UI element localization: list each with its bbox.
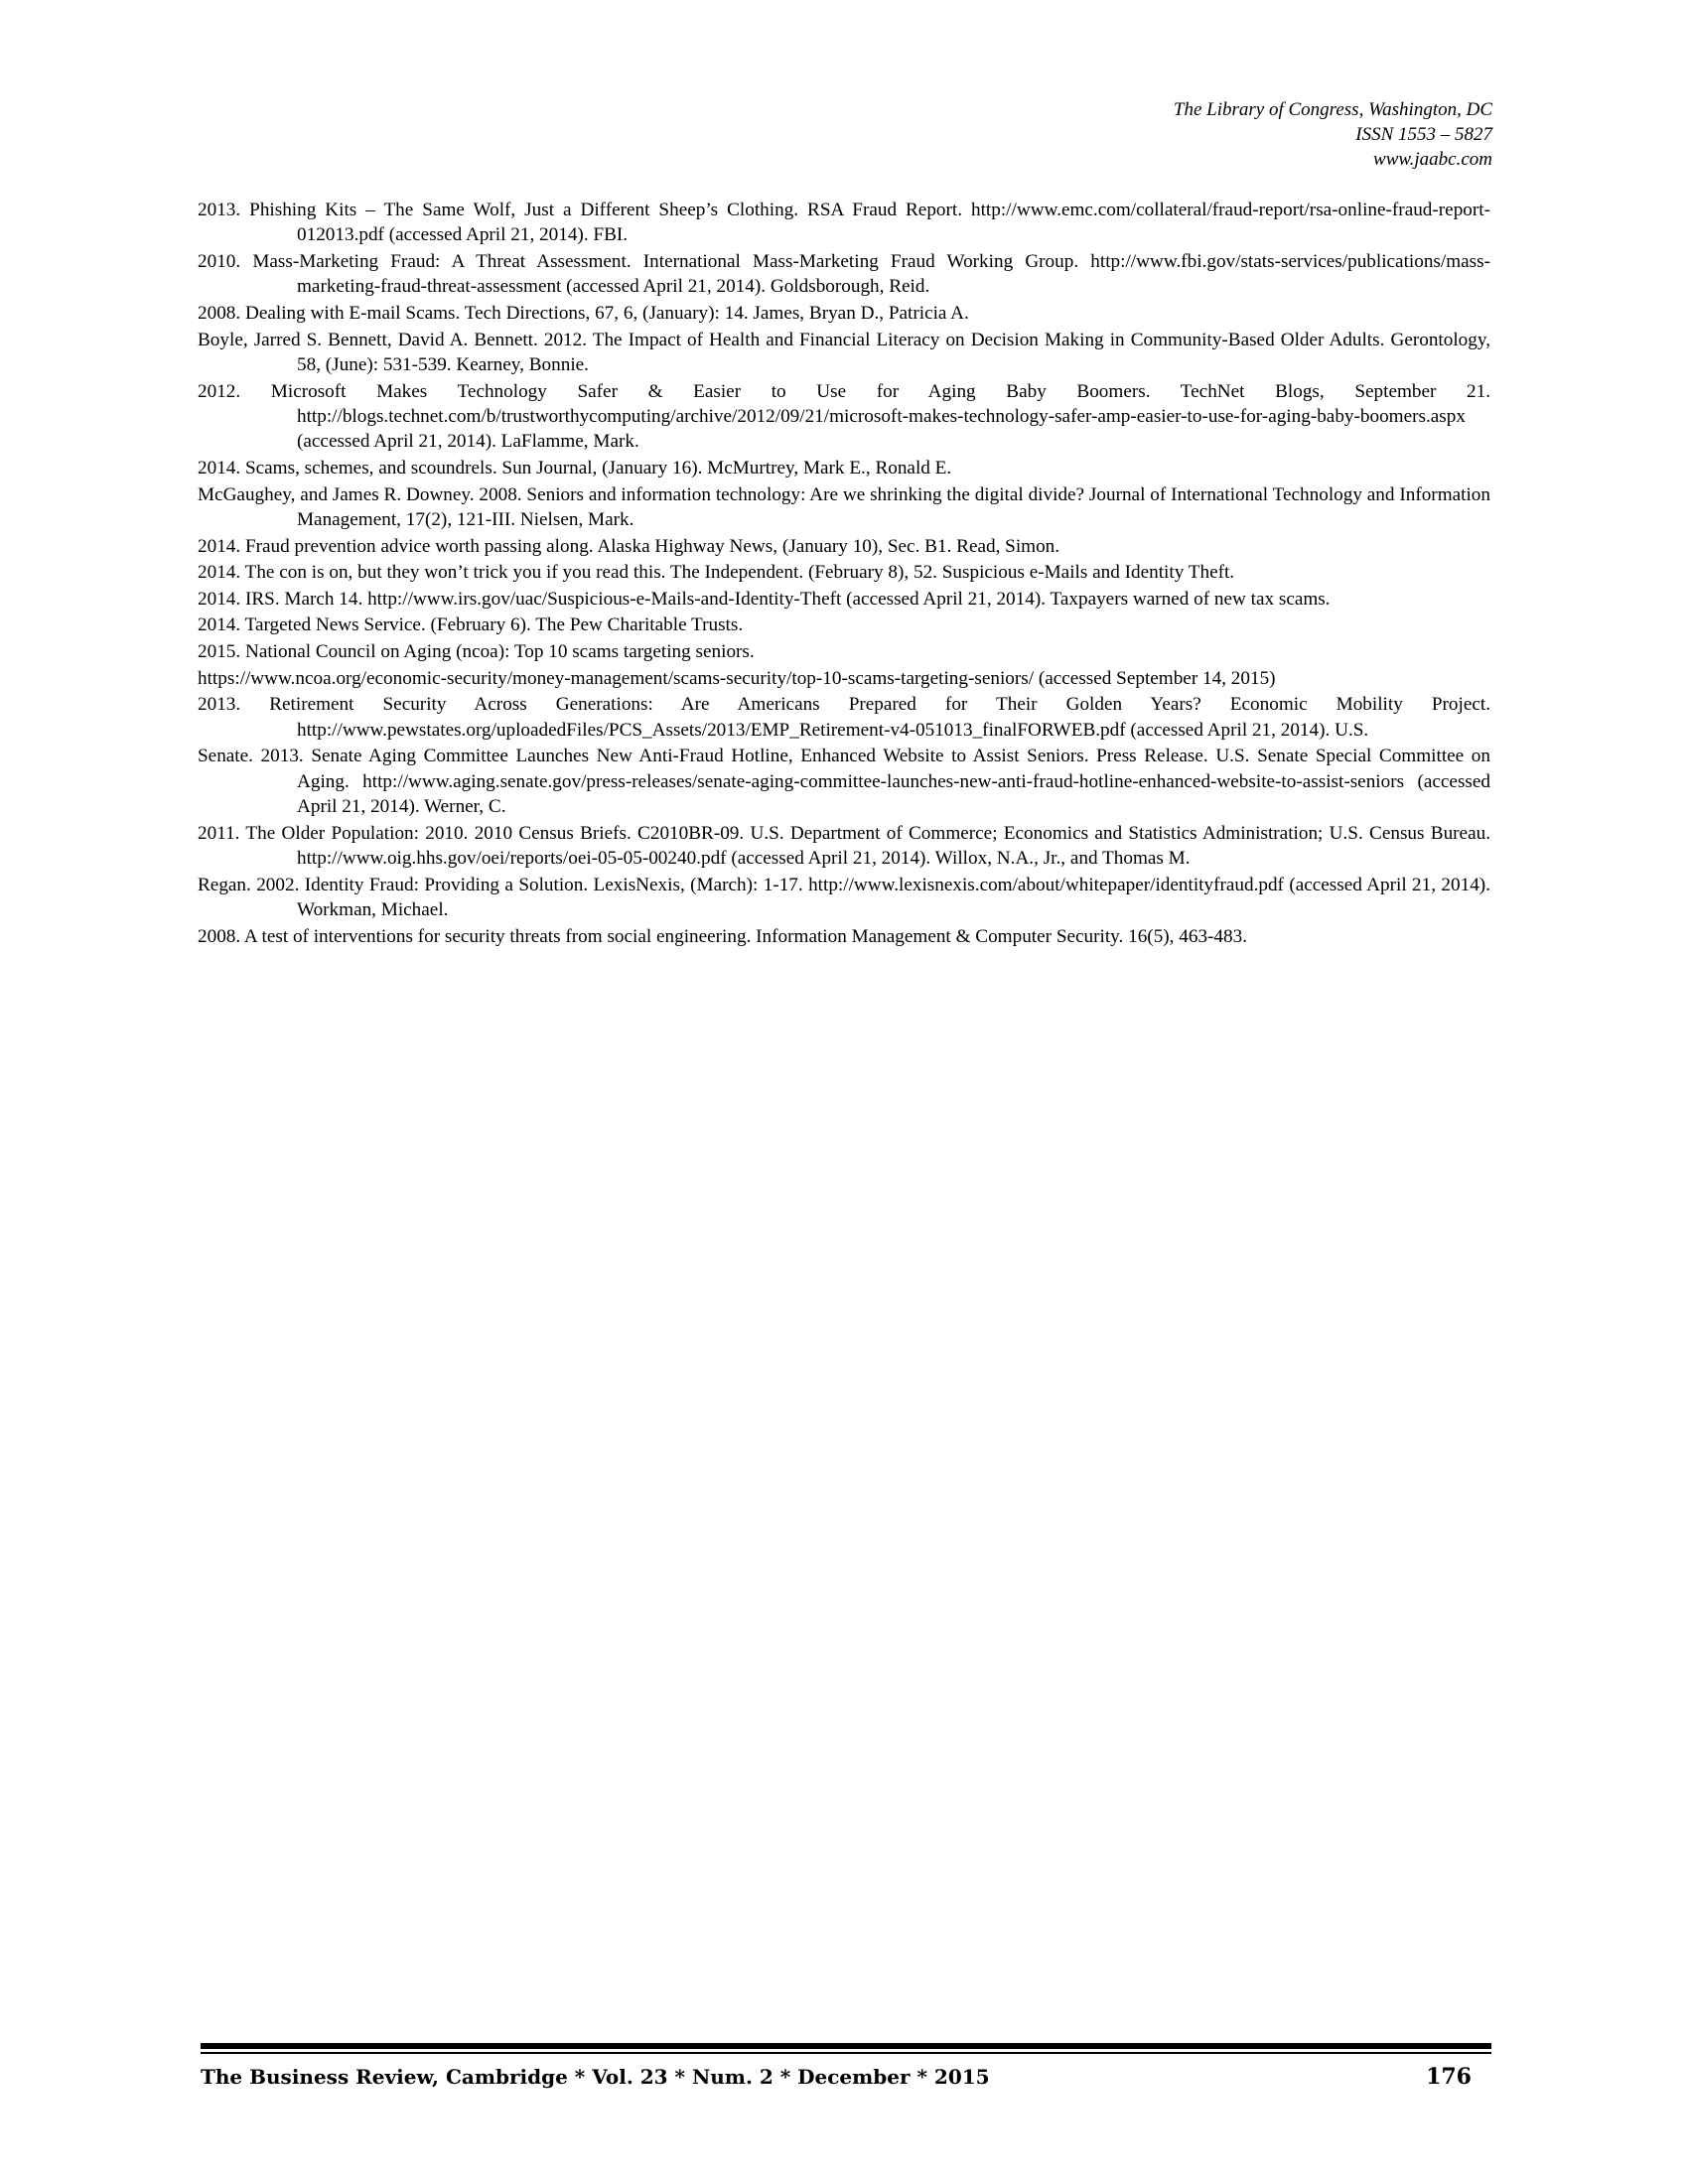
reference-list: [198, 198, 1490, 950]
reference-item: 2008. A test of interventions for security threats from social engineering. Information Management & Computer Security. 16(5), 463-483.: [198, 925, 1248, 947]
footer-divider-thin: [201, 2052, 1491, 2054]
reference-item: 2014. IRS. March 14. http://www.irs.gov/uac/Suspicious-e-Mails-and-Identity-Theft (accessed April 21, 2014). Taxpayers warned of new tax scams.: [198, 588, 1331, 610]
reference-item: McGaughey, and James R. Downey. 2008. Seniors and information technology: Are we shrinking the digital divide? Journal of International Technology and Information Management, 17(2), 121-III. Nielsen, Mark.: [198, 483, 1490, 530]
reference-item: 2014. Fraud prevention advice worth passing along. Alaska Highway News, (January 10), Sec. B1. Read, Simon.: [198, 535, 1060, 557]
reference-item: https://www.ncoa.org/economic-security/money-management/scams-security/top-10-scams-targeting-seniors/ (accessed September 14, 2015): [198, 667, 1276, 689]
reference-item: 2011. The Older Population: 2010. 2010 Census Briefs. C2010BR-09. U.S. Department of Commerce; Economics and Statistics Administration; U.S. Census Bureau. http://www.oig.hhs.gov/oei/reports/oei-05-05-00240.pdf (accessed April 21, 2014). Willox, N.A., Jr., and Thomas M.: [198, 822, 1490, 869]
reference-item: 2012. Microsoft Makes Technology Safer & Easier to Use for Aging Baby Boomers. TechNet Blogs, September 21. http://blogs.technet.com/b/trustworthycomputing/archive/2012/09/21/microsoft-makes-technology-safer-amp-easier-to-use-for-aging-baby-boomers.aspx (accessed April 21, 2014). LaFlamme, Mark.: [198, 380, 1490, 453]
reference-item: 2014. Targeted News Service. (February 6). The Pew Charitable Trusts.: [198, 614, 744, 636]
reference-item: 2014. Scams, schemes, and scoundrels. Sun Journal, (January 16). McMurtrey, Mark E., Ronald E.: [198, 458, 952, 478]
reference-item: 2014. The con is on, but they won’t trick you if you read this. The Independent. (February 8), 52. Suspicious e-Mails and Identity Theft.: [198, 562, 1235, 584]
header-issn: ISSN 1553 – 5827: [1355, 124, 1492, 145]
page-number: 176: [1426, 2064, 1472, 2090]
reference-item: 2010. Mass-Marketing Fraud: A Threat Assessment. International Mass-Marketing Fraud Working Group. http://www.fbi.gov/stats-services/publications/mass-marketing-fraud-threat-assessment (accessed April 21, 2014). Goldsborough, Reid.: [198, 251, 1490, 298]
header-publisher: The Library of Congress, Washington, DC: [1173, 99, 1492, 120]
footer-divider-thick: [201, 2043, 1491, 2049]
header-website: www.jaabc.com: [1373, 149, 1492, 170]
reference-item: Regan. 2002. Identity Fraud: Providing a Solution. LexisNexis, (March): 1-17. http://www.lexisnexis.com/about/whitepaper/identityfraud.pdf (accessed April 21, 2014). Workman, Michael.: [198, 874, 1490, 920]
page-header: [1174, 97, 1492, 172]
reference-item: 2013. Phishing Kits – The Same Wolf, Just a Different Sheep’s Clothing. RSA Fraud Report. http://www.emc.com/collateral/fraud-report/rsa-online-fraud-report-012013.pdf (accessed April 21, 2014). FBI.: [198, 200, 1490, 246]
reference-item: Senate. 2013. Senate Aging Committee Launches New Anti-Fraud Hotline, Enhanced Website to Assist Seniors. Press Release. U.S. Senate Special Committee on Aging. http://www.aging.senate.gov/press-releases/senate-aging-committee-launches-new-anti-fraud-hotline-enhanced-website-to-assist-seniors (accessed April 21, 2014). Werner, C.: [198, 746, 1490, 817]
reference-item: 2008. Dealing with E-mail Scams. Tech Directions, 67, 6, (January): 14. James, Bryan D., Patricia A.: [198, 303, 969, 324]
reference-item: 2013. Retirement Security Across Generations: Are Americans Prepared for Their Golden Years? Economic Mobility Project. http://www.pewstates.org/uploadedFiles/PCS_Assets/2013/EMP_Retirement-v4-051013_finalFORWEB.pdf (accessed April 21, 2014). U.S.: [198, 694, 1490, 741]
reference-item: Boyle, Jarred S. Bennett, David A. Bennett. 2012. The Impact of Health and Financial Literacy on Decision Making in Community-Based Older Adults. Gerontology, 58, (June): 531-539. Kearney, Bonnie.: [198, 329, 1490, 375]
reference-item: 2015. National Council on Aging (ncoa): Top 10 scams targeting seniors.: [198, 640, 755, 662]
footer-journal-citation: The Business Review, Cambridge * Vol. 23 * Num. 2 * December * 2015: [201, 2065, 990, 2089]
